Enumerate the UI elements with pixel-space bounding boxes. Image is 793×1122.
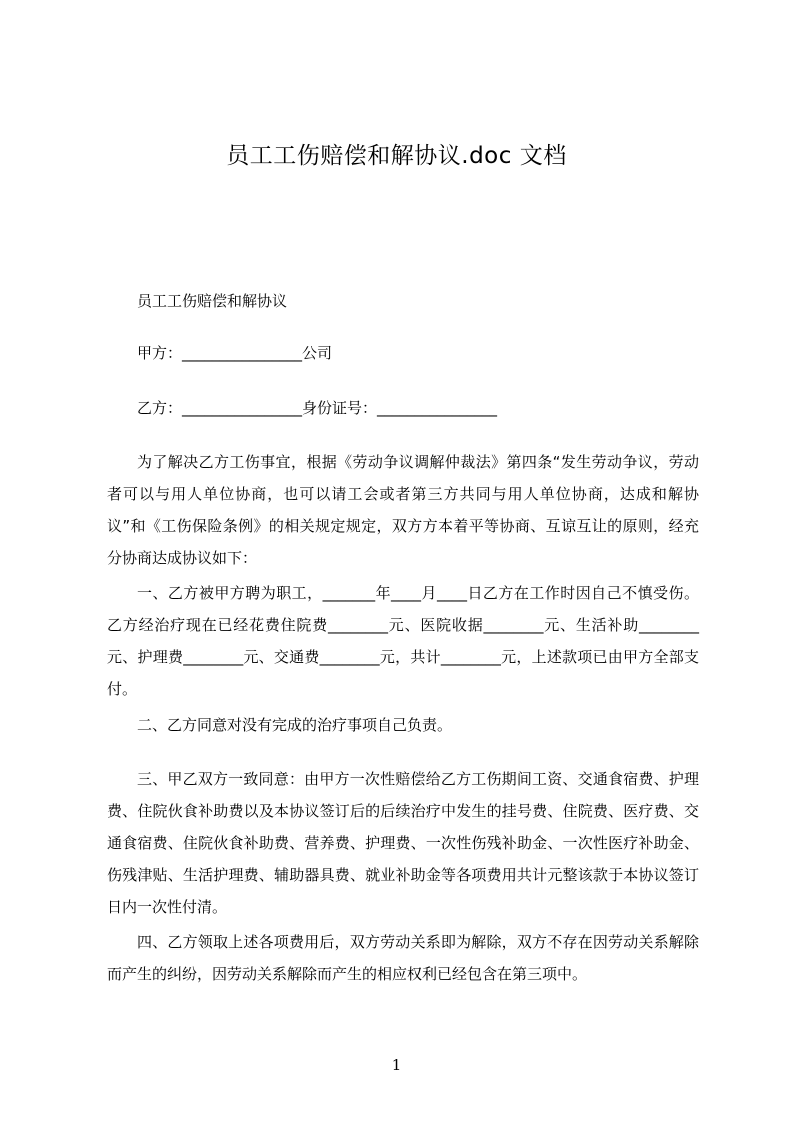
intro-paragraph: 为了解决乙方工伤事宜，根据《劳动争议调解仲裁法》第四条“发生劳动争议，劳动者可以与用人单位协商，也可以请工会或者第三方共同与用人单位协商，达成和解协议”和《工伤保险条例》的相关规定规定，双方方本着平等协商、互谅互让的原则，经充分协商达成协议如下：: [107, 453, 699, 567]
party-b-line: 乙方：________________身份证号：________________: [137, 399, 498, 417]
clause-4-paragraph: 四、乙方领取上述各项费用后，双方劳动关系即为解除，双方不存在因劳动关系解除而产生的纠纷，因劳动关系解除而产生的相应权利已经包含在第三项中。: [107, 933, 699, 983]
clause-3-paragraph: 三、甲乙双方一致同意：由甲方一次性赔偿给乙方工伤期间工资、交通食宿费、护理费、住院伙食补助费以及本协议签订后的后续治疗中发生的挂号费、住院费、医疗费、交通食宿费、住院伙食补助费、营养费、护理费、一次性伤残补助金、一次性医疗补助金、伤残津贴、生活护理费、辅助器具费、就业补助金等各项费用共计元整该款于本协议签订日内一次性付清。: [107, 770, 699, 916]
clause-1-paragraph: 一、乙方被甲方聘为职工，_______年____月____日乙方在工作时因自己不慎受伤。乙方经治疗现在已经花费住院费________元、医院收据________元、生活补助________元、护理费________元、交通费________元，共计________元，上述款项已由甲方全部支付。: [107, 584, 699, 698]
party-a-line: 甲方：________________公司: [137, 344, 333, 362]
document-title: 员工工伤赔偿和解协议.doc 文档: [226, 143, 567, 169]
agreement-heading: 员工工伤赔偿和解协议: [137, 292, 288, 310]
page-number: 1: [391, 1056, 402, 1074]
clause-2-paragraph: 二、乙方同意对没有完成的治疗事项自己负责。: [137, 716, 453, 734]
